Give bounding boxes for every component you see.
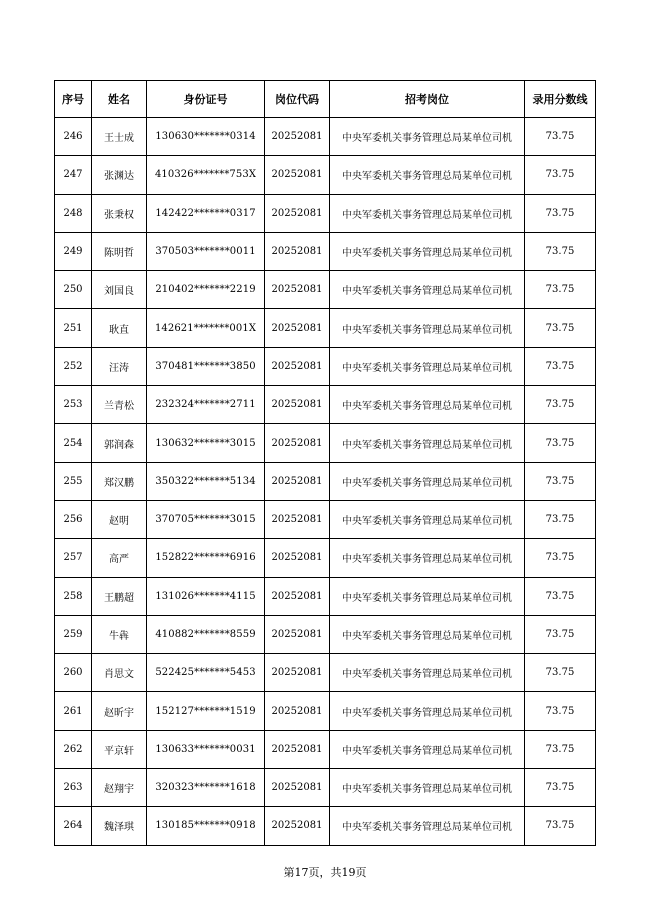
cell-position: 中央军委机关事务管理总局某单位司机 [330,232,525,270]
cell-position: 中央军委机关事务管理总局某单位司机 [330,386,525,424]
cell-position-code: 20252081 [265,386,330,424]
header-id-number: 身份证号 [147,81,265,118]
cell-position: 中央军委机关事务管理总局某单位司机 [330,271,525,309]
cell-score: 73.75 [525,156,596,194]
cell-score: 73.75 [525,769,596,807]
cell-score: 73.75 [525,118,596,156]
cell-position: 中央军委机关事务管理总局某单位司机 [330,347,525,385]
cell-seq: 260 [55,654,92,692]
cell-score: 73.75 [525,577,596,615]
table-row [55,692,596,730]
cell-position-code: 20252081 [265,232,330,270]
cell-id-number: 142621*******001X [147,309,265,347]
cell-id-number: 130185*******0918 [147,807,265,845]
table-row [55,271,596,309]
cell-position-code: 20252081 [265,500,330,538]
cell-name: 兰青松 [92,386,147,424]
cell-id-number: 370503*******0011 [147,232,265,270]
cell-score: 73.75 [525,692,596,730]
table-row [55,769,596,807]
cell-position-code: 20252081 [265,424,330,462]
header-seq: 序号 [55,81,92,118]
cell-seq: 257 [55,539,92,577]
table-row [55,156,596,194]
cell-position: 中央军委机关事务管理总局某单位司机 [330,424,525,462]
cell-name: 牛犇 [92,615,147,653]
header-position-code: 岗位代码 [265,81,330,118]
cell-name: 肖思文 [92,654,147,692]
table-header-row [55,81,596,118]
cell-id-number: 142422*******0317 [147,194,265,232]
cell-position-code: 20252081 [265,118,330,156]
cell-position-code: 20252081 [265,692,330,730]
cell-name: 张秉权 [92,194,147,232]
table-row [55,462,596,500]
cell-id-number: 131026*******4115 [147,577,265,615]
cell-name: 陈明哲 [92,232,147,270]
cell-position: 中央军委机关事务管理总局某单位司机 [330,615,525,653]
cell-seq: 264 [55,807,92,845]
cell-name: 张渊达 [92,156,147,194]
cell-name: 王士成 [92,118,147,156]
table-row [55,347,596,385]
cell-position-code: 20252081 [265,539,330,577]
cell-position-code: 20252081 [265,347,330,385]
cell-score: 73.75 [525,424,596,462]
header-position: 招考岗位 [330,81,525,118]
cell-id-number: 522425*******5453 [147,654,265,692]
cell-seq: 255 [55,462,92,500]
cell-name: 王鹏超 [92,577,147,615]
cell-id-number: 410326*******753X [147,156,265,194]
cell-position-code: 20252081 [265,615,330,653]
cell-position: 中央军委机关事务管理总局某单位司机 [330,462,525,500]
table-row [55,232,596,270]
cell-id-number: 370705*******3015 [147,500,265,538]
cell-seq: 256 [55,500,92,538]
cell-name: 高严 [92,539,147,577]
cell-seq: 261 [55,692,92,730]
cell-score: 73.75 [525,730,596,768]
cell-position: 中央军委机关事务管理总局某单位司机 [330,692,525,730]
cell-position: 中央军委机关事务管理总局某单位司机 [330,769,525,807]
cell-name: 魏泽琪 [92,807,147,845]
cell-id-number: 152822*******6916 [147,539,265,577]
table-row [55,577,596,615]
cell-seq: 251 [55,309,92,347]
table-row [55,615,596,653]
cell-score: 73.75 [525,500,596,538]
cell-position: 中央军委机关事务管理总局某单位司机 [330,194,525,232]
cell-name: 郑汉鹏 [92,462,147,500]
cell-id-number: 152127*******1519 [147,692,265,730]
cell-id-number: 320323*******1618 [147,769,265,807]
cell-position: 中央军委机关事务管理总局某单位司机 [330,654,525,692]
page-indicator: 第17页，共19页 [283,866,367,879]
cell-position-code: 20252081 [265,730,330,768]
admission-roster-table [54,80,596,846]
table-row [55,654,596,692]
cell-id-number: 350322*******5134 [147,462,265,500]
cell-position-code: 20252081 [265,807,330,845]
cell-id-number: 130632*******3015 [147,424,265,462]
cell-seq: 258 [55,577,92,615]
cell-score: 73.75 [525,654,596,692]
cell-position: 中央军委机关事务管理总局某单位司机 [330,500,525,538]
cell-seq: 248 [55,194,92,232]
table-row [55,194,596,232]
cell-position: 中央军委机关事务管理总局某单位司机 [330,577,525,615]
cell-position: 中央军委机关事务管理总局某单位司机 [330,309,525,347]
table-row [55,500,596,538]
cell-id-number: 130630*******0314 [147,118,265,156]
cell-position-code: 20252081 [265,194,330,232]
header-score: 录用分数线 [525,81,596,118]
cell-score: 73.75 [525,807,596,845]
cell-position-code: 20252081 [265,462,330,500]
cell-seq: 247 [55,156,92,194]
cell-position-code: 20252081 [265,769,330,807]
cell-score: 73.75 [525,615,596,653]
cell-score: 73.75 [525,386,596,424]
cell-position: 中央军委机关事务管理总局某单位司机 [330,730,525,768]
table-row [55,309,596,347]
cell-id-number: 370481*******3850 [147,347,265,385]
cell-score: 73.75 [525,347,596,385]
table-row [55,424,596,462]
cell-seq: 263 [55,769,92,807]
cell-seq: 250 [55,271,92,309]
cell-position: 中央军委机关事务管理总局某单位司机 [330,539,525,577]
cell-id-number: 130633*******0031 [147,730,265,768]
table-body [55,118,596,846]
table-row [55,118,596,156]
cell-position-code: 20252081 [265,271,330,309]
cell-seq: 252 [55,347,92,385]
cell-seq: 246 [55,118,92,156]
cell-score: 73.75 [525,539,596,577]
cell-position-code: 20252081 [265,654,330,692]
table-row [55,730,596,768]
cell-seq: 262 [55,730,92,768]
cell-position-code: 20252081 [265,577,330,615]
cell-score: 73.75 [525,462,596,500]
cell-score: 73.75 [525,271,596,309]
cell-score: 73.75 [525,309,596,347]
cell-name: 赵明 [92,500,147,538]
table-row [55,386,596,424]
cell-name: 耿直 [92,309,147,347]
cell-score: 73.75 [525,194,596,232]
cell-position-code: 20252081 [265,309,330,347]
cell-seq: 254 [55,424,92,462]
cell-position: 中央军委机关事务管理总局某单位司机 [330,807,525,845]
table-row [55,807,596,845]
table-row [55,539,596,577]
cell-seq: 259 [55,615,92,653]
header-name: 姓名 [92,81,147,118]
cell-position-code: 20252081 [265,156,330,194]
cell-name: 刘国良 [92,271,147,309]
cell-seq: 253 [55,386,92,424]
cell-score: 73.75 [525,232,596,270]
cell-seq: 249 [55,232,92,270]
cell-name: 汪涛 [92,347,147,385]
cell-id-number: 232324*******2711 [147,386,265,424]
cell-position: 中央军委机关事务管理总局某单位司机 [330,118,525,156]
cell-id-number: 210402*******2219 [147,271,265,309]
cell-id-number: 410882*******8559 [147,615,265,653]
cell-name: 郭润森 [92,424,147,462]
cell-name: 平京轩 [92,730,147,768]
cell-name: 赵昕宇 [92,692,147,730]
cell-position: 中央军委机关事务管理总局某单位司机 [330,156,525,194]
cell-name: 赵翔宇 [92,769,147,807]
